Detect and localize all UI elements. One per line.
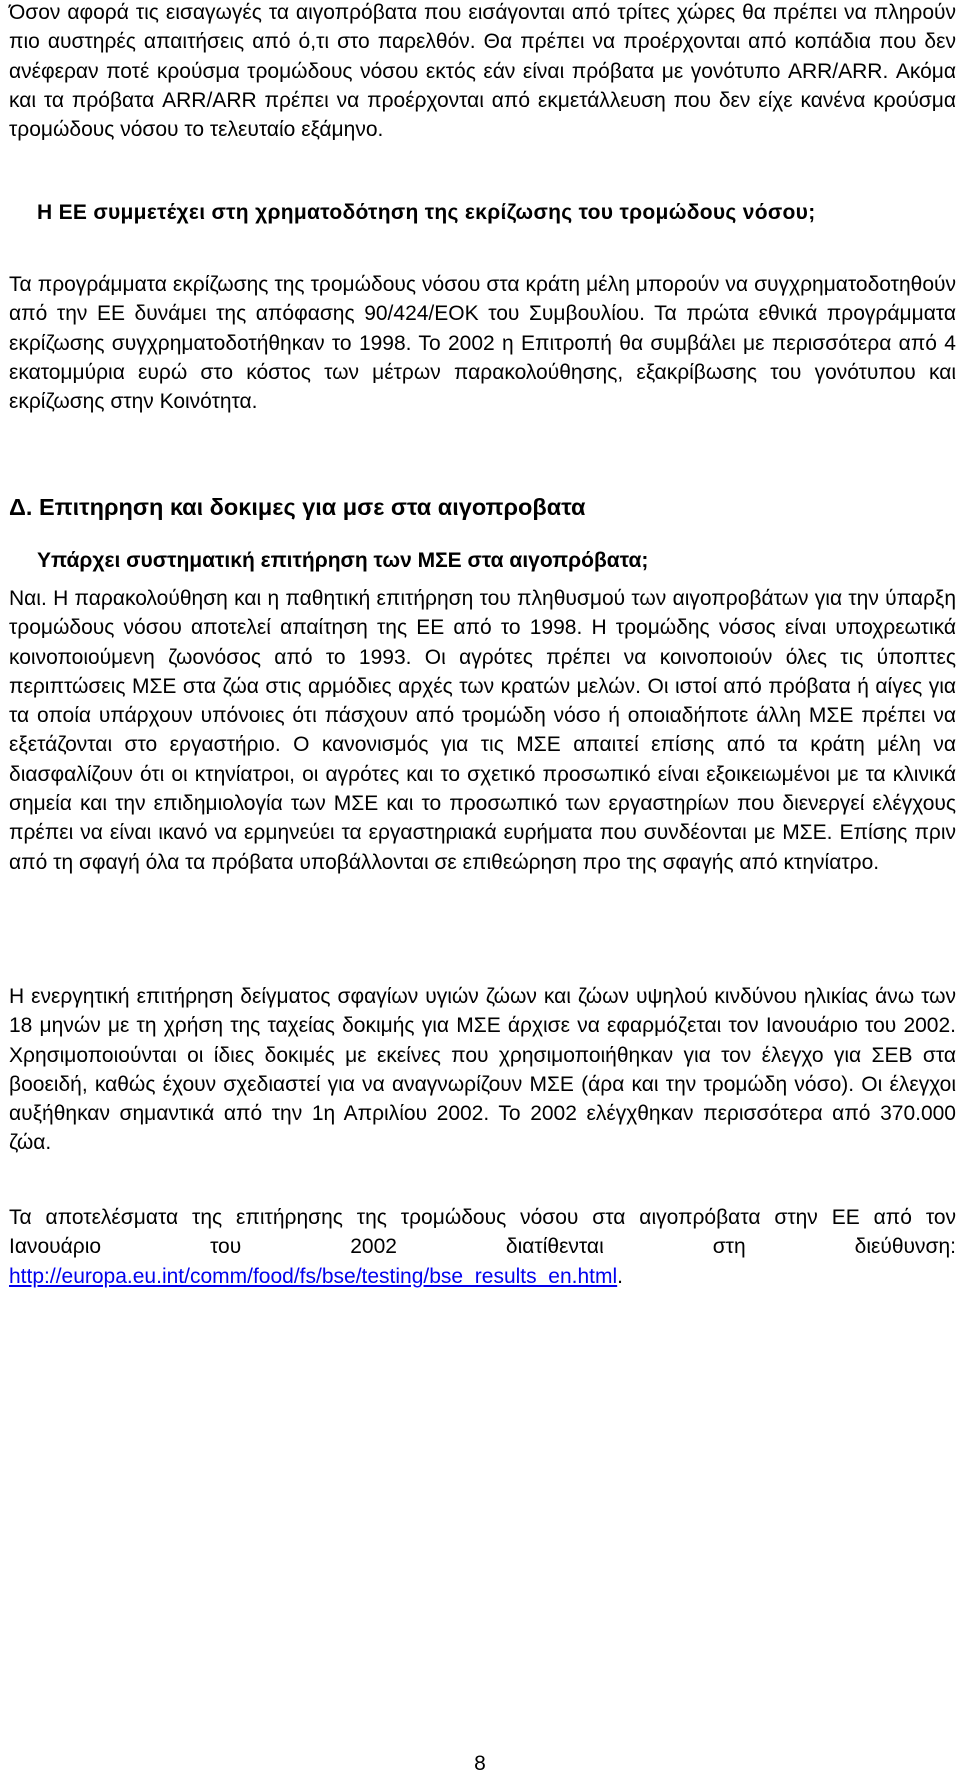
section-heading-surveillance: Δ. Επιτηρηση και δοκιμες για μσε στα αιγοπροβατα [9, 494, 586, 520]
results-text: Τα αποτελέσματα της επιτήρησης της τρομώδους νόσου στα αιγοπρόβατα στην ΕΕ από τον Ιανουάριο του 2002 διατίθενται στη διεύθυνση: [9, 1206, 956, 1259]
question-heading-eu-funding: Η ΕΕ συμμετέχει στη χρηματοδότηση της εκρίζωσης του τρομώδους νόσου; [37, 201, 816, 224]
results-period: . [617, 1264, 624, 1288]
paragraph-passive-surveillance: Ναι. Η παρακολούθηση και η παθητική επιτήρηση του πληθυσμού των αιγοπροβάτων για την ύπαρξη τρομώδους νόσου αποτελεί απαίτηση της ΕΕ από το 1998. Η τρομώδης νόσος είναι υποχρεωτικά κοινοποιούμενη ζωονόσος από το 1993. Οι αγρότες πρέπει να κοινοποιούν όλες τις ύποπτες περιπτώσεις ΜΣΕ στα ζώα στις αρμόδιες αρχές των κρατών μελών. Οι ιστοί από πρόβατα ή αίγες για τα οποία υπάρχουν υπόνοιες ότι πάσχουν από τρομώδη νόσο ή οποιαδήποτε άλλη ΜΣΕ πρέπει να εξετάζονται στο εργαστήριο. Ο κανονισμός για τις ΜΣΕ απαιτεί επίσης από τα κράτη μέλη να διασφαλίζουν ότι οι κτηνίατροι, οι αγρότες και το σχετικό προσωπικό είναι εξοικειωμένοι με τα κλινικά σημεία και την επιδημιολογία των ΜΣΕ και το προσωπικό των εργαστηρίων που διενεργεί ελέγχους πρέπει να είναι ικανό να ερμηνεύει τα εργαστηριακά ευρήματα που συνδέονται με ΜΣΕ. Επίσης πριν από τη σφαγή όλα τα πρόβατα υποβάλλονται σε επιθεώρηση προ της σφαγής από κτηνίατρο. [9, 587, 956, 874]
results-link[interactable]: http://europa.eu.int/comm/food/fs/bse/testing/bse_results_en.html [9, 1264, 618, 1288]
question-heading-surveillance: Υπάρχει συστηματική επιτήρηση των ΜΣΕ στα αιγοπρόβατα; [37, 549, 649, 572]
paragraph-active-surveillance: Η ενεργητική επιτήρηση δείγματος σφαγίων υγιών ζώων και ζώων υψηλού κινδύνου ηλικίας άνω των 18 μηνών με τη χρήση της ταχείας δοκιμής για ΜΣΕ άρχισε να εφαρμόζεται τον Ιανουάριο του 2002. Χρησιμοποιούνται οι ίδιες δοκιμές με εκείνες που χρησιμοποιήθηκαν για τον έλεγχο για ΣΕΒ στα βοοειδή, καθώς έχουν σχεδιαστεί για να αναγνωρίζουν ΜΣΕ (άρα και την τρομώδη νόσο). Οι έλεγχοι αυξήθηκαν σημαντικά από την 1η Απριλίου 2002. Το 2002 ελέγχθηκαν περισσότερα από 370.000 ζώα. [9, 985, 956, 1155]
paragraph-imports: Όσον αφορά τις εισαγωγές τα αιγοπρόβατα που εισάγονται από τρίτες χώρες θα πρέπει να πληρούν πιο αυστηρές απαιτήσεις από ό,τι στο παρελθόν. Θα πρέπει να προέρχονται από κοπάδια που δεν ανέφεραν ποτέ κρούσμα τρομώδους νόσου εκτός εάν είναι πρόβατα με γονότυπο ARR/ARR. Ακόμα και τα πρόβατα ARR/ARR πρέπει να προέρχονται από εκμετάλλευση που δεν είχε κανένα κρούσμα τρομώδους νόσου το τελευταίο εξάμηνο. [9, 1, 956, 142]
paragraph-eu-funding: Τα προγράμματα εκρίζωσης της τρομώδους νόσου στα κράτη μέλη μπορούν να συγχρηματοδοτηθούν από την ΕΕ δυνάμει της απόφασης 90/424/ΕΟΚ του Συμβουλίου. Τα πρώτα εθνικά προγράμματα εκρίζωσης συγχρηματοδοτήθηκαν το 1998. Το 2002 η Επιτροπή θα συμβάλει με περισσότερα από 4 εκατομμύρια ευρώ στο κόστος των μέτρων παρακολούθησης, εξακρίβωσης του γονότυπου και εκρίζωσης στην Κοινότητα. [9, 273, 956, 414]
paragraph-results [9, 1203, 956, 1291]
page-number: 8 [474, 1752, 486, 1775]
